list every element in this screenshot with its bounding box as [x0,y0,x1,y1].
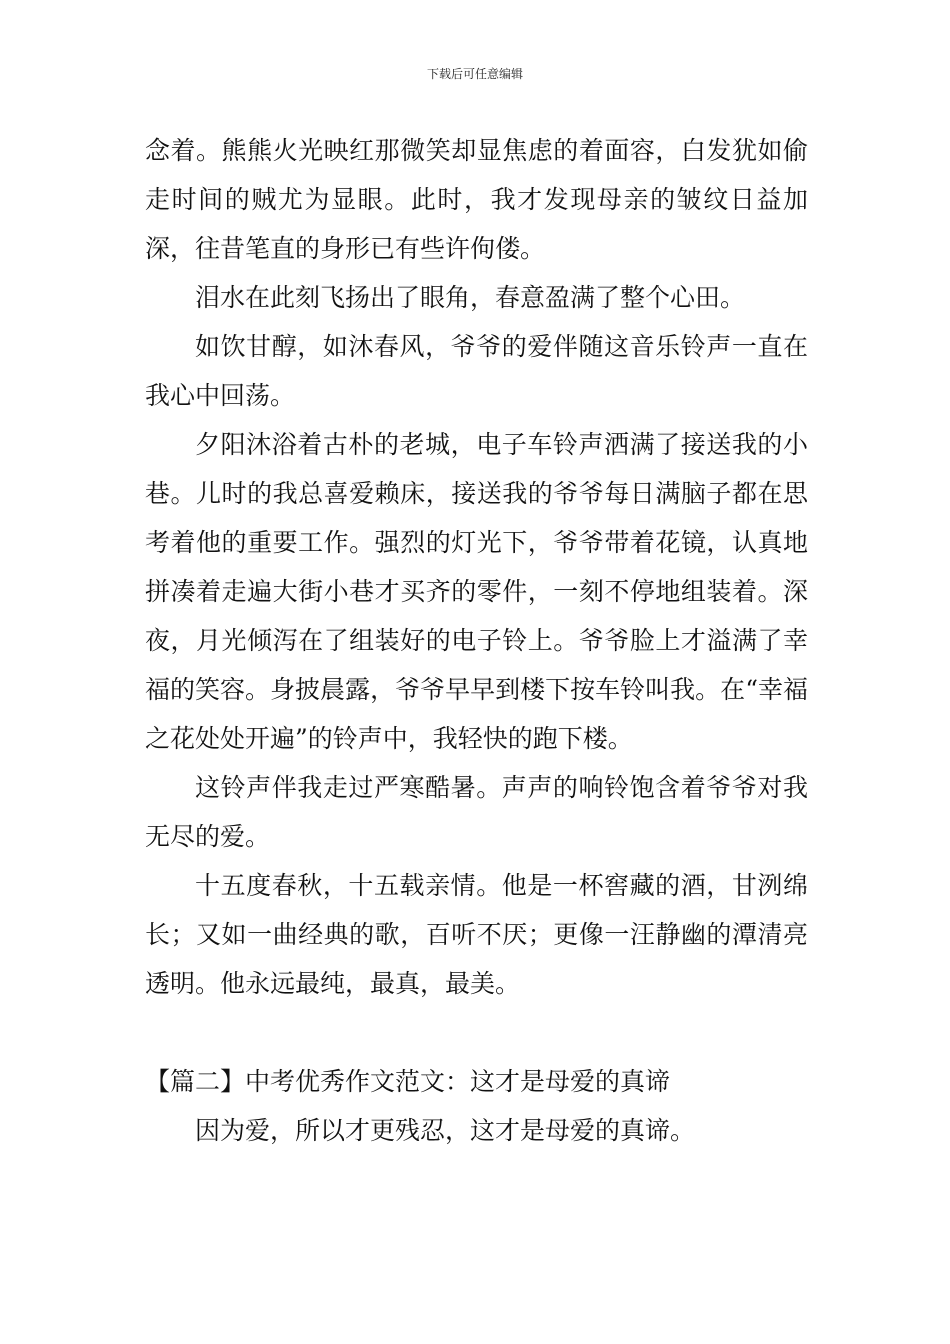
paragraph-6: 十五度春秋，十五载亲情。他是一杯窖藏的酒，甘洌绵长；又如一曲经典的歌，百听不厌；更像一汪静幽的潭清亮透明。他永远最纯，最真，最美。 [145,871,808,998]
section-title: 【篇二】中考优秀作文范文：这才是母爱的真谛 [145,1067,671,1096]
document-body [145,126,808,1155]
section-paragraph-1: 因为爱，所以才更残忍，这才是母爱的真谛。 [195,1116,696,1145]
paragraph-1: 念着。熊熊火光映红那微笑却显焦虑的着面容，白发犹如偷走时间的贼尤为显眼。此时，我才发现母亲的皱纹日益加深，往昔笔直的身形已有些许佝偻。 [145,136,808,263]
page-header: 下载后可任意编辑 [426,67,523,81]
paragraph-4: 夕阳沐浴着古朴的老城，电子车铃声洒满了接送我的小巷。儿时的我总喜爱赖床，接送我的爷爷每日满脑子都在思考着他的重要工作。强烈的灯光下，爷爷带着花镜，认真地拼凑着走遍大街小巷才买齐的零件，一刻不停地组装着。深夜，月光倾泻在了组装好的电子铃上。爷爷脸上才溢满了幸福的笑容。身披晨露，爷爷早早到楼下按车铃叫我。在“幸福之花处处开遍”的铃声中，我轻快的跑下楼。 [145,430,808,753]
paragraph-5: 这铃声伴我走过严寒酷暑。声声的响铃饱含着爷爷对我无尽的爱。 [145,773,808,851]
paragraph-2: 泪水在此刻飞扬出了眼角，春意盈满了整个心田。 [195,283,746,312]
paragraph-3: 如饮甘醇，如沐春风，爷爷的爱伴随这音乐铃声一直在我心中回荡。 [145,332,808,410]
section-spacer [145,1008,808,1057]
